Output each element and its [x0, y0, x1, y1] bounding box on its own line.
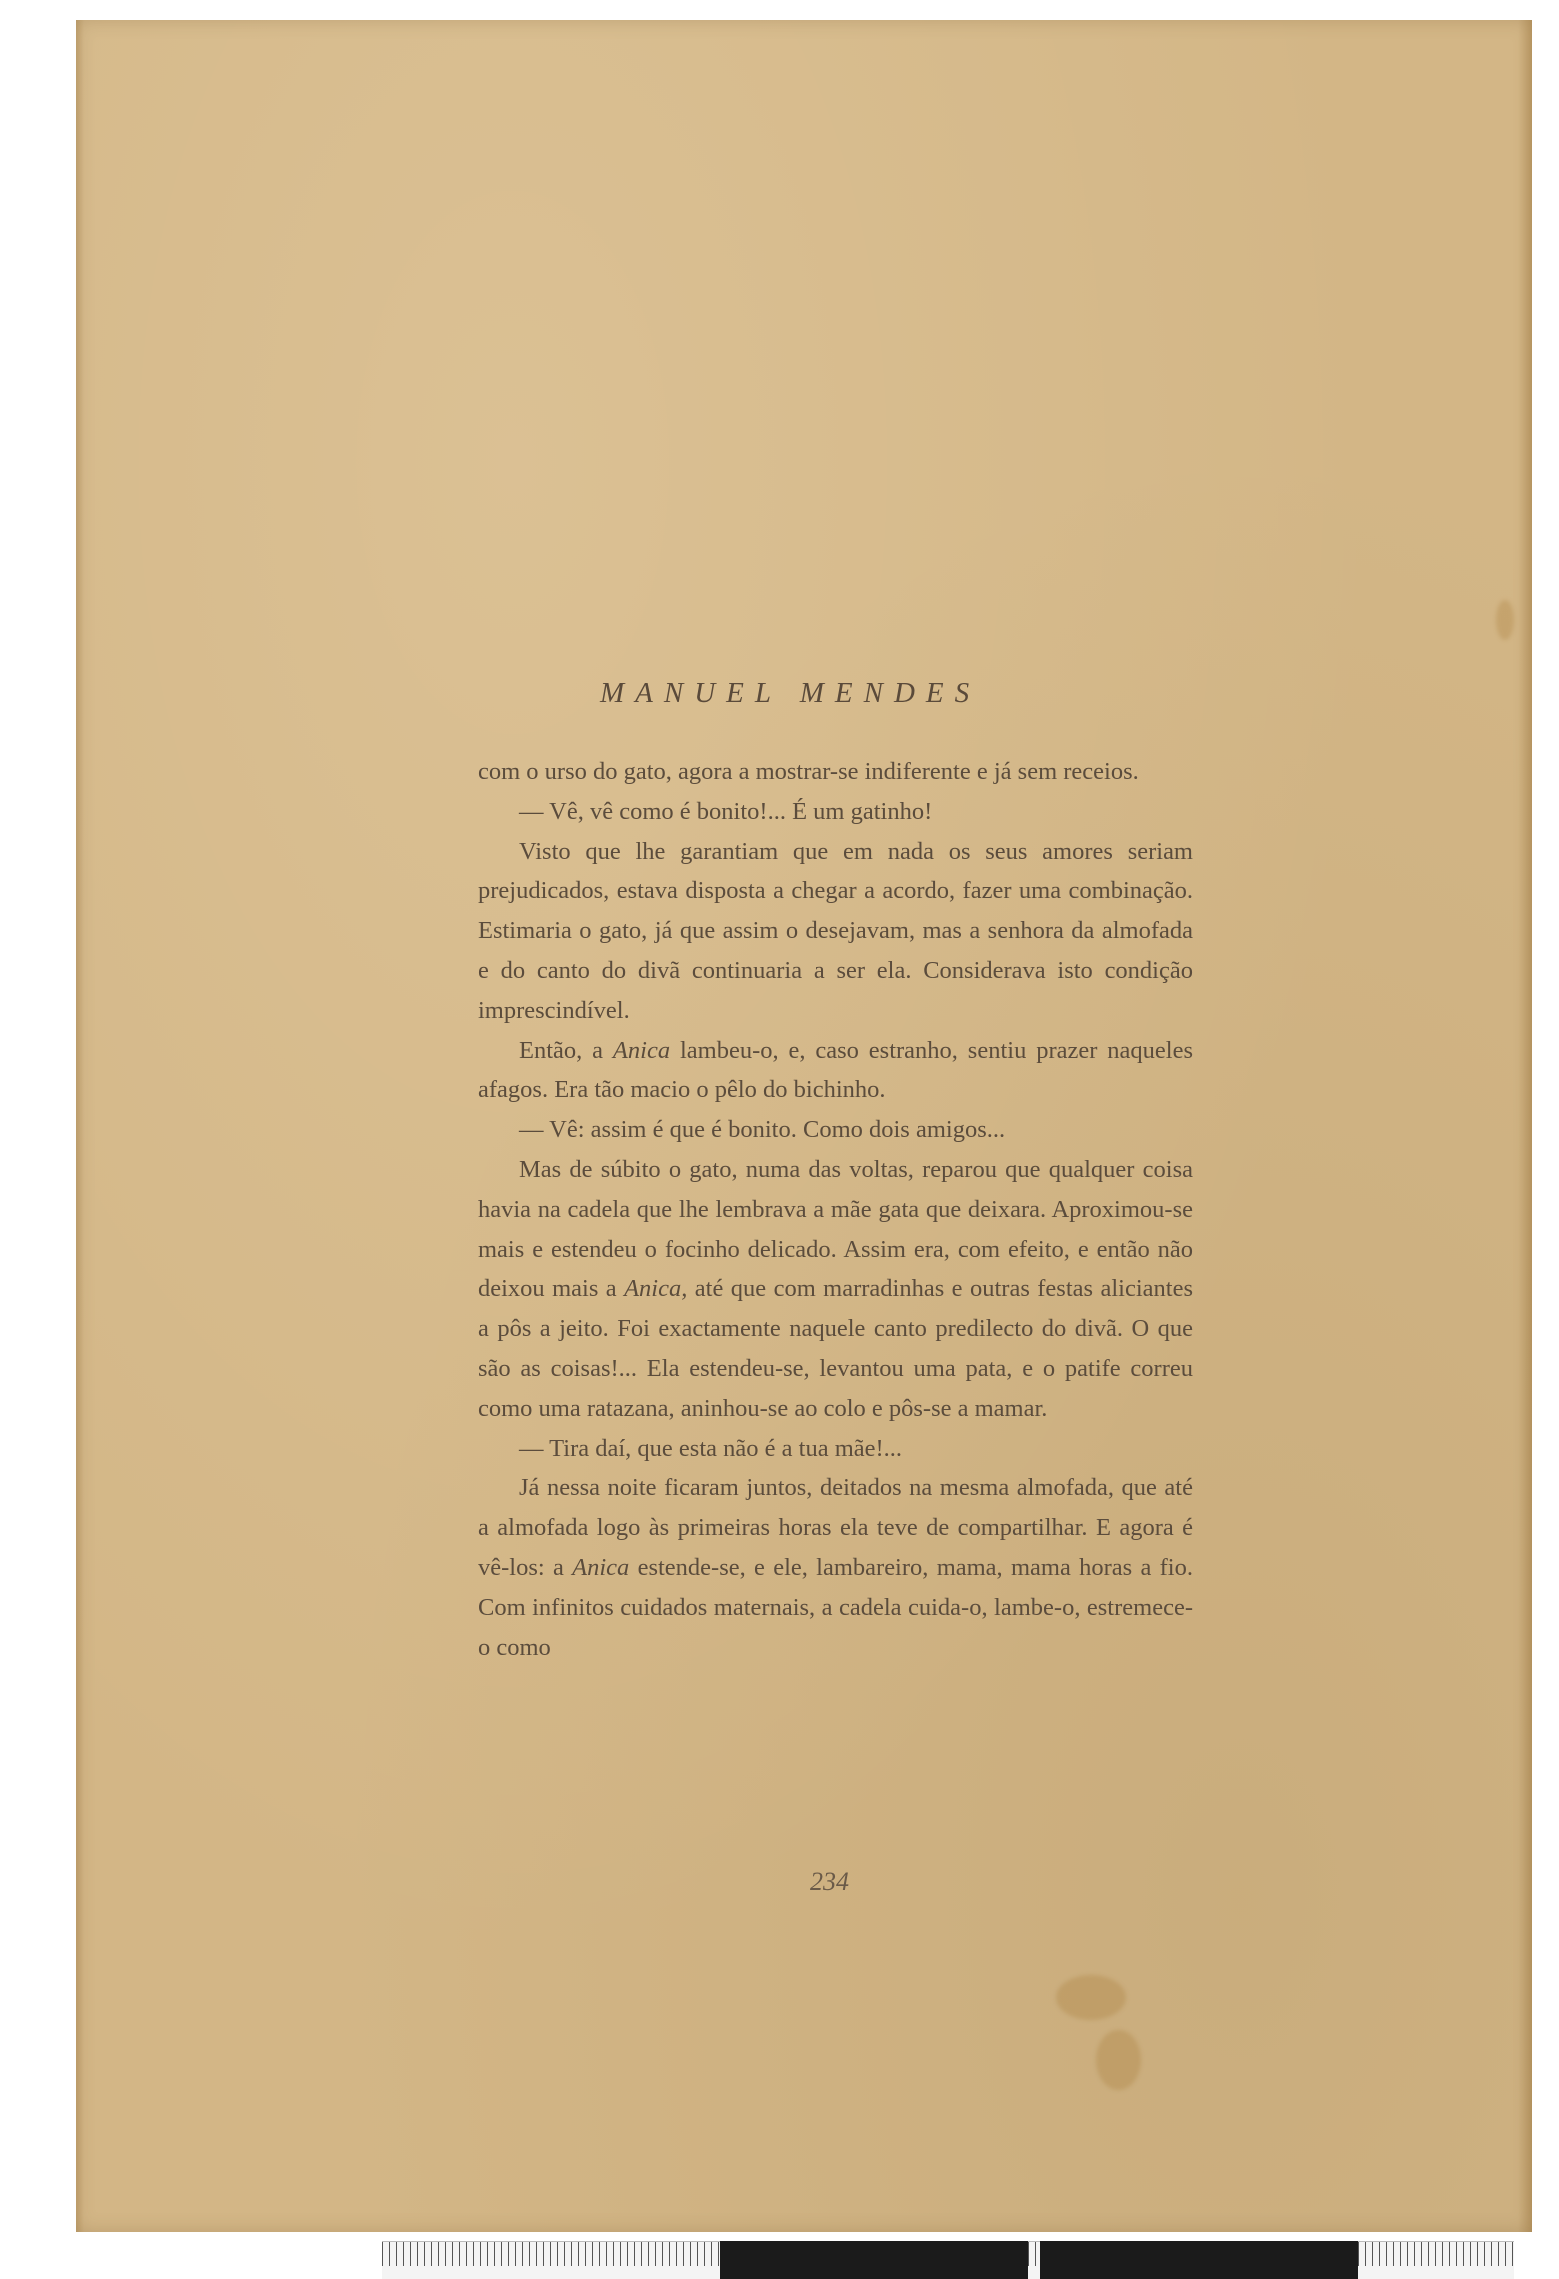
- italic-name: Anica: [612, 1036, 671, 1064]
- paper-stain: [1096, 2030, 1141, 2090]
- text-run: Então, a: [519, 1036, 613, 1064]
- text-run: Mas de súbito o gato, numa das voltas, reparou que qualquer coisa havia na cadela que lhe lembrava a mãe gata que deixara. Aproximou-se mais e estendeu o focinho delicado. Assim era, com efeito, e então não deixou mais a: [478, 1155, 1193, 1303]
- running-header: MANUEL MENDES: [600, 677, 981, 709]
- text-run: — Tira daí, que esta não é a tua mãe!...: [519, 1434, 903, 1462]
- page-left-edge: [76, 20, 84, 2232]
- paragraph: [478, 1150, 1193, 1429]
- paragraph: [478, 1110, 1193, 1150]
- paragraph: [478, 1031, 1193, 1111]
- page-number: 234: [810, 1867, 849, 1896]
- paragraph: [478, 1429, 1193, 1469]
- text-run: Visto que lhe garantiam que em nada os seus amores seriam prejudicados, estava disposta a chegar a acordo, fazer uma combinação. Estimaria o gato, já que assim o desejavam, mas a senhora da almofada e do canto do divã continuaria a ser ela. Considerava isto condição imprescindível.: [478, 837, 1193, 1024]
- ruler-segment-black: [720, 2241, 1028, 2279]
- paragraph: [478, 832, 1193, 1031]
- paper-stain: [1056, 1975, 1126, 2020]
- ruler-segment-white: [382, 2241, 720, 2279]
- paragraph: [478, 1468, 1193, 1667]
- text-run: lambeu-o, e, caso estranho, sentiu prazer naqueles afagos. Era tão macio o pêlo do bichinho.: [478, 1036, 1193, 1104]
- ruler-segment-white: [1028, 2241, 1040, 2279]
- ruler-segment-white: [1358, 2241, 1514, 2279]
- page-right-edge: [1518, 20, 1532, 2232]
- text-run: — Vê: assim é que é bonito. Como dois amigos...: [519, 1116, 1006, 1144]
- paragraph: [478, 792, 1193, 832]
- text-run: com o urso do gato, agora a mostrar-se indiferente e já sem receios.: [478, 758, 1139, 785]
- italic-name: Anica,: [624, 1275, 688, 1303]
- paper-stain: [1496, 600, 1514, 640]
- body-text: [478, 752, 1193, 1667]
- scale-ruler: [382, 2241, 1514, 2279]
- text-run: até que com marradinhas e outras festas aliciantes a pôs a jeito. Foi exactamente naquele canto predilecto do divã. O que são as coisas!... Ela estendeu-se, levantou uma pata, e o patife correu como uma ratazana, aninhou-se ao colo e pôs-se a mamar.: [478, 1275, 1193, 1422]
- paragraph: [478, 752, 1193, 792]
- text-run: — Vê, vê como é bonito!... É um gatinho!: [519, 797, 933, 825]
- text-run: Já nessa noite ficaram juntos, deitados na mesma almofada, que até a almofada logo às primeiras horas ela teve de compartilhar. E agora é vê-los: a: [478, 1474, 1193, 1581]
- ruler-segment-black: [1040, 2241, 1358, 2279]
- italic-name: Anica: [572, 1553, 630, 1581]
- text-run: estende-se, e ele, lambareiro, mama, mama horas a fio. Com infinitos cuidados maternais, a cadela cuida-o, lambe-o, estremece-o como: [478, 1553, 1193, 1661]
